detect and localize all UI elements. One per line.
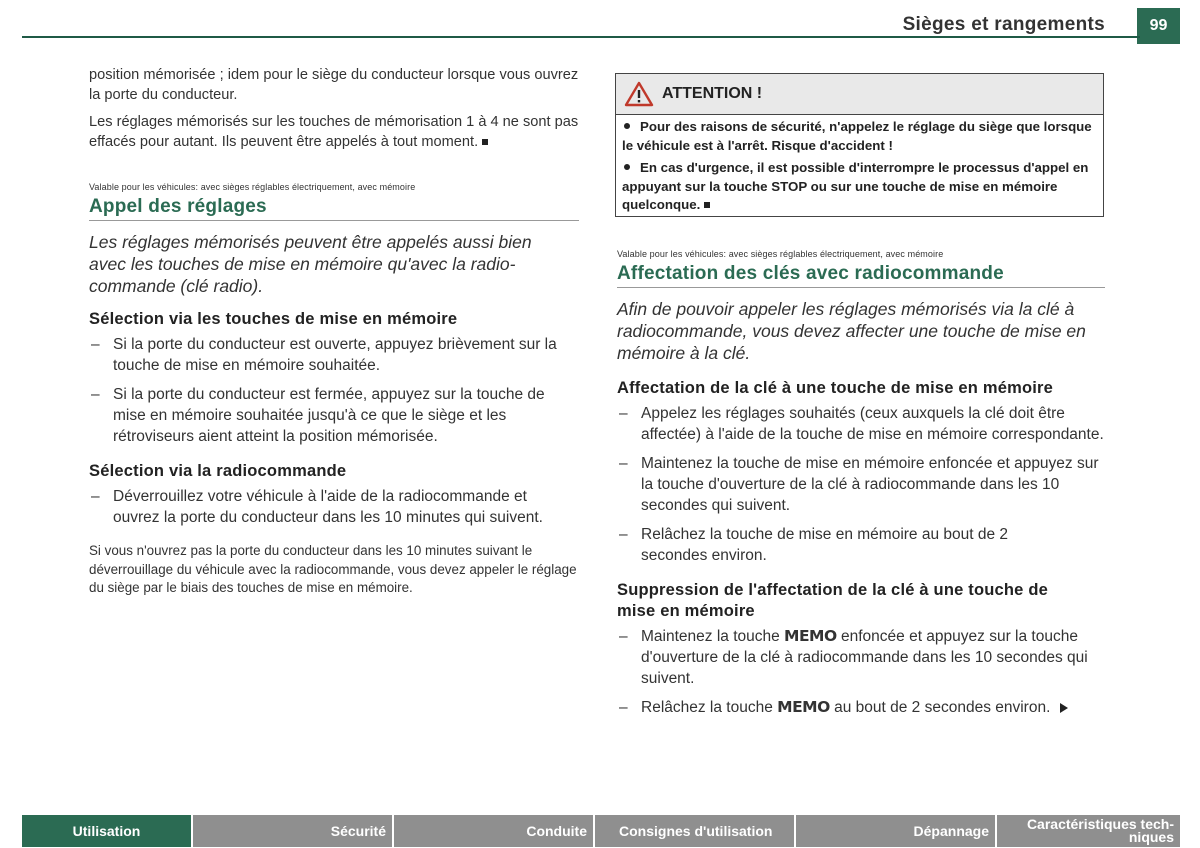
tab-consignes[interactable]: Consignes d'utilisation: [595, 815, 796, 847]
applicability-note: Valable pour les véhicules: avec sièges réglables électriquement, avec mémoire: [617, 249, 944, 259]
attention-item: En cas d'urgence, il est possible d'interrompre le processus d'appel en appuyant sur la touche STOP ou sur une touche de mise en mémoire quelconque.: [622, 160, 1089, 212]
warning-icon: [624, 81, 654, 107]
left-column: [89, 66, 579, 598]
dash-icon: –: [91, 336, 100, 353]
paragraph: Les réglages mémorisés sur les touches de mémorisation 1 à 4 ne sont pas effacés pour autant. Ils peuvent être appelés à tout moment.: [89, 114, 579, 150]
tab-caracteristiques[interactable]: Caractéristiques tech- niques: [997, 815, 1180, 847]
attention-title: ATTENTION !: [662, 85, 763, 102]
applicability-note: Valable pour les véhicules: avec sièges réglables électriquement, avec mémoire: [89, 182, 416, 192]
attention-header: [616, 74, 1103, 115]
section-intro: Les réglages mémorisés peuvent être appelés aussi bien avec les touches de mise en mémoire qu'avec la radio-commande (clé radio).: [89, 232, 532, 296]
subheading: Sélection via les touches de mise en mémoire: [89, 310, 458, 328]
bullet-icon: [624, 123, 630, 129]
dash-icon: –: [619, 526, 628, 543]
list-item: – Si la porte du conducteur est fermée, appuyez sur la touche de mise en mémoire souhaitée jusqu'à ce que le siège et les rétroviseurs aient atteint la position mémorisée.: [91, 386, 545, 445]
dash-icon: –: [91, 386, 100, 403]
end-mark-icon: [704, 202, 710, 208]
list-item: – Relâchez la touche de mise en mémoire au bout de 2 secondes environ.: [619, 526, 1009, 564]
tab-securite[interactable]: Sécurité: [193, 815, 394, 847]
tab-conduite[interactable]: Conduite: [394, 815, 595, 847]
dash-icon: –: [619, 405, 628, 422]
list-item: – Appelez les réglages souhaités (ceux auxquels la clé doit être affectée) à l'aide de la touche de mise en mémoire correspondante.: [619, 405, 1104, 443]
memo-key-label: MEMO: [784, 627, 837, 645]
end-mark-icon: [482, 139, 488, 145]
continue-arrow-icon: [1059, 702, 1069, 714]
subheading: Sélection via la radiocommande: [89, 462, 347, 480]
footer-nav: [22, 815, 1180, 847]
header-rule: [22, 36, 1140, 38]
dash-icon: –: [91, 488, 100, 505]
page-number: 99: [1137, 8, 1180, 44]
dash-icon: –: [619, 699, 628, 716]
list-item: – Maintenez la touche de mise en mémoire enfoncée et appuyez sur la touche d'ouverture de la clé à radiocommande dans les 10 secondes qui suivent.: [619, 455, 1099, 514]
page-header-title: Sièges et rangements: [902, 14, 1105, 35]
tab-utilisation[interactable]: Utilisation: [22, 815, 193, 847]
list-item: – Relâchez la touche MEMO au bout de 2 secondes environ.: [617, 697, 1105, 718]
attention-box: [615, 73, 1104, 217]
attention-item: Pour des raisons de sécurité, n'appelez le réglage du siège que lorsque le véhicule est à l'arrêt. Risque d'accident !: [622, 119, 1092, 153]
dash-icon: –: [619, 628, 628, 645]
memo-key-label: MEMO: [777, 698, 830, 716]
note-paragraph: Si vous n'ouvrez pas la porte du conducteur dans les 10 minutes suivant le déverrouillage du véhicule avec la radiocommande, vous devez appeler le réglage du siège par le biais des touches de mise en mémoire.: [89, 543, 577, 595]
subheading: Affectation de la clé à une touche de mise en mémoire: [617, 379, 1054, 397]
tab-depannage[interactable]: Dépannage: [796, 815, 997, 847]
section-title: Appel des réglages: [89, 196, 579, 221]
dash-icon: –: [619, 455, 628, 472]
section-title: Affectation des clés avec radiocommande: [617, 263, 1105, 288]
subheading: Suppression de l'affectation de la clé à une touche de mise en mémoire: [617, 581, 1048, 620]
list-item: – Maintenez la touche MEMO enfoncée et appuyez sur la touche d'ouverture de la clé à radiocommande dans les 10 secondes qui suivent.: [619, 627, 1088, 687]
paragraph: position mémorisée ; idem pour le siège du conducteur lorsque vous ouvrez la porte du conducteur.: [89, 67, 579, 103]
list-item: – Si la porte du conducteur est ouverte, appuyez brièvement sur la touche de mise en mémoire souhaitée.: [91, 336, 557, 374]
right-column: [617, 249, 1105, 718]
bullet-icon: [624, 164, 630, 170]
section-intro: Afin de pouvoir appeler les réglages mémorisés via la clé à radiocommande, vous devez affecter une touche de mise en mémoire à la clé.: [617, 299, 1086, 363]
attention-body: [616, 115, 1103, 215]
list-item: – Déverrouillez votre véhicule à l'aide de la radiocommande et ouvrez la porte du conducteur dans les 10 minutes qui suivent.: [91, 488, 543, 526]
